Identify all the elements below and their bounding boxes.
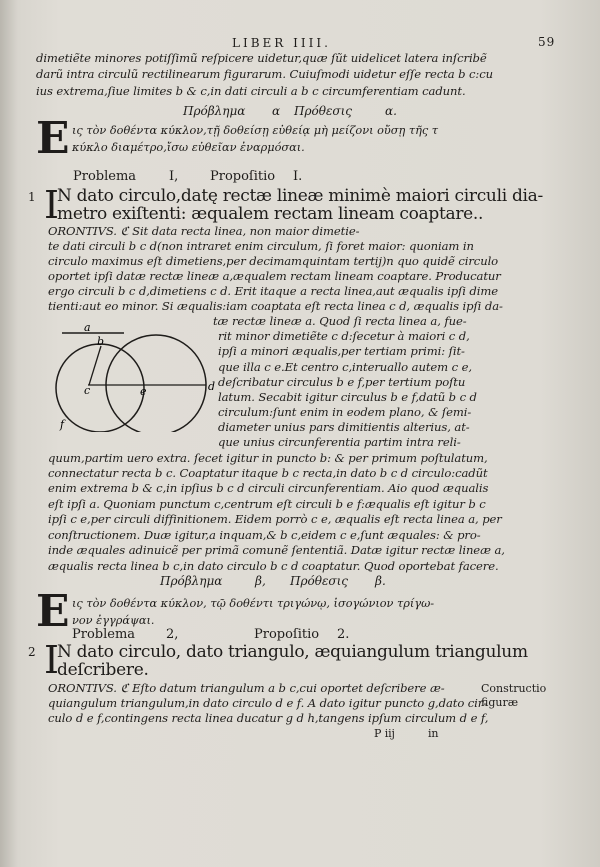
commentary-line: æqualis recta linea b c,in dato circulo b c d coaptatur. Quod oportebat facere. bbox=[48, 559, 499, 573]
commentary-line: quiangulum triangulum,in dato circulo d e f. A dato igitur puncto g,dato cir- bbox=[48, 696, 488, 710]
problem-number: 2, bbox=[166, 627, 179, 642]
problem-label: Problema bbox=[73, 169, 137, 184]
margin-gloss: Constructio bbox=[481, 682, 547, 695]
margin-gloss: figuræ bbox=[481, 696, 519, 709]
commentary-line: tæ rectæ lineæ a. Quod ſi recta linea a, fue- bbox=[213, 314, 467, 328]
catchword: in bbox=[428, 727, 439, 740]
commentary-side-line: deſcribatur circulus b e f,per tertium poſtu bbox=[218, 375, 466, 389]
enunciation-line: N dato circulo, dato triangulo, æquiangulum triangulum bbox=[57, 642, 528, 662]
greek-initial-letter: Ε bbox=[36, 586, 70, 637]
commentary-side-line: rit minor dimetiẽte c d:ſecetur à maiori c d, bbox=[218, 329, 470, 343]
intro-line: dimetiẽte minores potiſſimũ reſpicere uidetur,quæ ſũt uidelicet latera inſcribẽ bbox=[36, 51, 487, 65]
problem-number: I, bbox=[169, 169, 179, 184]
commentary-side-line: ipſi a minori æqualis,per tertiam primi: ſit- bbox=[218, 344, 465, 358]
greek-line: ις τὸν δοθέντα κύκλον,τῇ δοθείσῃ εὐθείᾳ μὴ μείζονι οὔσῃ τῆς τ bbox=[72, 124, 439, 137]
greek-proposition-number: α. bbox=[385, 104, 397, 118]
commentary-line: inde æquales adinuicẽ per primã comunẽ ſententiã. Datæ igitur rectæ lineæ a, bbox=[48, 543, 505, 557]
greek-line: νον ἐγγράψαι. bbox=[72, 614, 155, 627]
greek-initial-letter: Ε bbox=[36, 113, 70, 164]
proposition-label: Propoſitio bbox=[254, 627, 320, 642]
label-a: a bbox=[84, 322, 91, 334]
greek-proposition-label: Πρόθεσις bbox=[290, 574, 349, 588]
proposition-number: I. bbox=[293, 169, 303, 184]
greek-problem-number: β, bbox=[255, 574, 266, 588]
enunciation-line: deſcribere. bbox=[57, 660, 149, 680]
label-e: e bbox=[140, 385, 147, 398]
intro-line: darũ intra circulũ rectilinearum figurarum. Cuiuſmodi uidetur eſſe recta b c:cu bbox=[36, 67, 493, 81]
problem-label: Problema bbox=[72, 627, 136, 642]
commentary-line: enim extrema b & c,in ipſius b c d circuli circunferentiam. Aio quod æqualis bbox=[48, 481, 489, 495]
commentary-line: culo d e f,contingens recta linea ducatur g d h,tangens ipſum circulum d e f, bbox=[48, 711, 489, 725]
commentary-line: tienti:aut eo minor. Si æqualis:iam coaptata eſt recta linea c d, æqualis ipſi da- bbox=[48, 299, 503, 313]
label-b: b bbox=[97, 335, 105, 348]
greek-proposition-label: Πρόθεσις bbox=[294, 104, 353, 118]
label-c: c bbox=[84, 384, 91, 397]
proposition-label: Propoſitio bbox=[210, 169, 276, 184]
commentary-line: ORONTIVS. ℭ Eſto datum triangulum a b c,cui oportet deſcribere æ- bbox=[48, 681, 445, 695]
greek-problem-number: α bbox=[272, 104, 281, 118]
commentary-side-line: diameter unius pars dimitientis alterius, at- bbox=[218, 420, 470, 434]
commentary-line: oportet ipſi datæ rectæ lineæ a,æqualem rectam lineam coaptare. Producatur bbox=[48, 269, 501, 283]
signature-mark: P iij bbox=[374, 727, 395, 740]
initial-letter: I bbox=[44, 183, 60, 227]
commentary-line: conſtructionem. Duæ igitur,a inquam,& b c,eidem c e,ſunt æquales: & pro- bbox=[48, 528, 481, 542]
margin-number: 2 bbox=[28, 645, 36, 659]
chord-bc bbox=[89, 346, 101, 385]
commentary-side-line: que unius circunferentia partim intra reli- bbox=[218, 435, 461, 449]
intro-line: ius extrema,ſiue limites b & c,in dati circuli a b c circumferentiam cadunt. bbox=[36, 84, 466, 98]
commentary-line: ipſi c e,per circuli diffinitionem. Eidem porrò c e, æqualis eſt recta linea a, per bbox=[48, 512, 502, 526]
circle-bcd bbox=[106, 335, 206, 432]
commentary-line: quum,partim uero extra. ſecet igitur in puncto b: & per primum poſtulatum, bbox=[48, 451, 488, 465]
commentary-side-line: circulum:ſunt enim in eodem plano, & ſemi- bbox=[218, 405, 472, 419]
folio-number: 59 bbox=[538, 35, 556, 49]
greek-problem-label: Πρόβλημα bbox=[183, 104, 246, 118]
initial-letter: I bbox=[44, 638, 60, 682]
circle-figure bbox=[44, 322, 224, 432]
running-title: LIBER IIII. bbox=[232, 36, 331, 50]
enunciation-line: metro exiſtenti: æqualem rectam lineam coaptare.. bbox=[57, 204, 484, 224]
commentary-line: te dati circuli b c d(non intraret enim circulum, ſi foret maior: quoniam in bbox=[48, 239, 474, 253]
greek-line: ις τὸν δοθέντα κύκλον, τῷ δοθέντι τριγώνῳ, ἰσογώνιον τρίγω- bbox=[72, 597, 435, 610]
margin-number: 1 bbox=[28, 190, 36, 204]
label-d: d bbox=[208, 380, 216, 393]
commentary-line: eſt ipſi a. Quoniam punctum c,centrum eſt circuli b e f:æqualis eſt igitur b c bbox=[48, 497, 486, 511]
greek-proposition-number: β. bbox=[375, 574, 386, 588]
label-f: f bbox=[60, 418, 65, 431]
commentary-line: connectatur recta b c. Coaptatur itaque b c recta,in dato b c d circulo:cadũt bbox=[48, 466, 488, 480]
commentary-side-line: que illa c e.Et centro c,interuallo autem c e, bbox=[218, 360, 472, 374]
commentary-line: circulo maximus eſt dimetiens,per decimamquintam tertij)n quo quidẽ circulo bbox=[48, 254, 499, 268]
greek-line: κύκλο διαμέτρο,ἴσω εὐθεῖαν ἐναρμόσαι. bbox=[72, 141, 305, 154]
greek-problem-label: Πρόβλημα bbox=[160, 574, 223, 588]
circle-bef bbox=[56, 344, 144, 432]
enunciation-line: N dato circulo,datę rectæ lineæ minimè maiori circuli dia- bbox=[57, 186, 543, 206]
commentary-line: ORONTIVS. ℭ Sit data recta linea, non maior dimetie- bbox=[48, 224, 360, 238]
proposition-number: 2. bbox=[337, 627, 350, 642]
commentary-line: ergo circuli b c d,dimetiens c d. Erit itaque a recta linea,aut æqualis ipſi dime bbox=[48, 284, 499, 298]
commentary-side-line: latum. Secabit igitur circulus b e f,datũ b c d bbox=[218, 390, 477, 404]
